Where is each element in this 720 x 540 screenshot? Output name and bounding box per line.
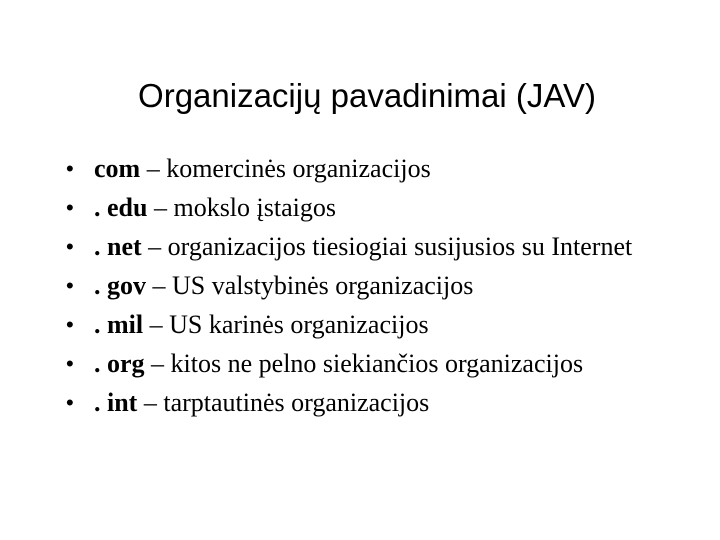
- list-item: [66, 386, 706, 419]
- domain-description: – komercinės organizacijos: [140, 154, 431, 183]
- domain-code: . mil: [94, 310, 144, 339]
- domain-description: – organizacijos tiesiogiai susijusios su Internet: [141, 232, 633, 261]
- domain-code: . net: [94, 232, 142, 261]
- slide-title: Organizacijų pavadinimai (JAV): [138, 77, 596, 114]
- list-item: [66, 269, 706, 302]
- list-item: [66, 347, 706, 380]
- domain-description: – US karinės organizacijos: [143, 310, 429, 339]
- domain-code: . edu: [94, 193, 148, 222]
- bullet-icon: •: [66, 351, 74, 376]
- bullet-icon: •: [66, 273, 74, 298]
- domain-description: – kitos ne pelno siekiančios organizacijos: [144, 349, 584, 378]
- bullet-icon: •: [66, 390, 74, 415]
- domain-description: – tarptautinės organizacijos: [137, 388, 430, 417]
- bullet-icon: •: [66, 234, 74, 259]
- bullet-list: [66, 152, 706, 425]
- list-item: [66, 308, 706, 341]
- domain-code: . gov: [94, 271, 146, 300]
- list-item: [66, 230, 706, 263]
- bullet-icon: •: [66, 156, 74, 181]
- bullet-icon: •: [66, 195, 74, 220]
- list-item: [66, 152, 706, 185]
- domain-description: – mokslo įstaigos: [147, 193, 336, 222]
- domain-code: . org: [94, 349, 145, 378]
- bullet-icon: •: [66, 312, 74, 337]
- domain-code: . int: [94, 388, 138, 417]
- list-item: [66, 191, 706, 224]
- domain-description: – US valstybinės organizacijos: [146, 271, 474, 300]
- domain-code: com: [94, 154, 141, 183]
